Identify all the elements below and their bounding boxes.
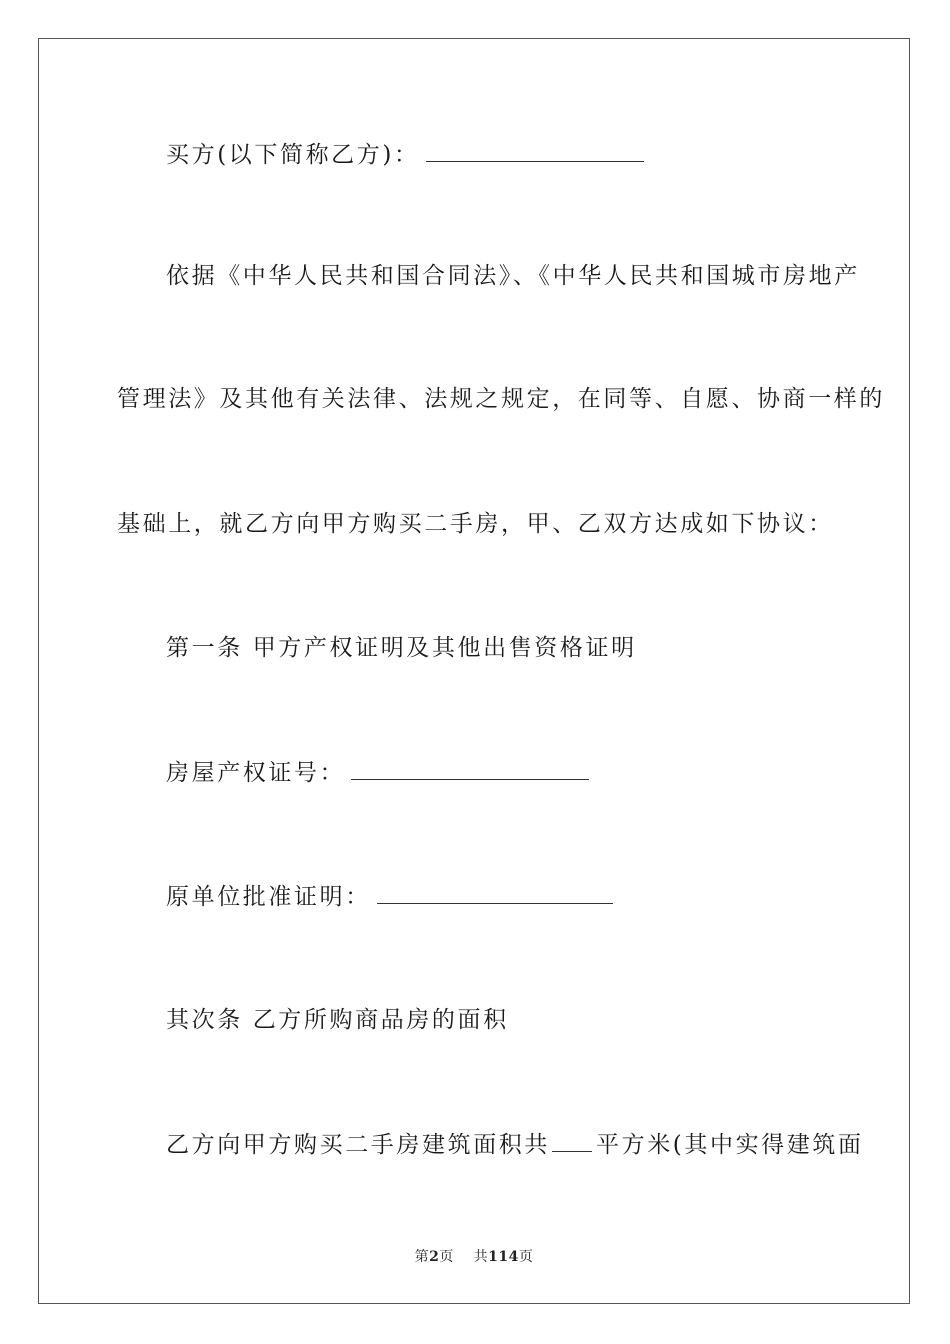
certificate-number-line	[166, 757, 589, 788]
buyer-blank[interactable]	[426, 139, 644, 162]
footer-page-prefix: 第	[414, 1249, 430, 1265]
footer-total-number: 114	[488, 1249, 519, 1265]
area-text-before: 乙方向甲方购买二手房建筑面积共	[166, 1132, 550, 1158]
approval-label: 原单位批准证明：	[166, 884, 371, 910]
paragraph-line-1: 依据《中华人民共和国合同法》、《中华人民共和国城市房地产	[166, 263, 860, 289]
buyer-label: 买方(以下简称乙方)：	[166, 142, 420, 168]
footer-page-number: 2	[429, 1249, 440, 1265]
certificate-number-blank[interactable]	[351, 757, 589, 780]
area-text-after: 平方米(其中实得建筑面	[596, 1132, 864, 1158]
page-frame	[38, 38, 910, 1304]
footer-page-suffix: 页	[439, 1249, 454, 1265]
certificate-number-label: 房屋产权证号：	[166, 760, 346, 786]
area-blank[interactable]	[552, 1129, 592, 1152]
article-1-heading: 第一条 甲方产权证明及其他出售资格证明	[166, 635, 637, 661]
approval-line	[166, 881, 613, 912]
approval-blank[interactable]	[377, 881, 613, 904]
page-footer	[39, 1246, 909, 1266]
footer-total-suffix: 页	[518, 1249, 534, 1265]
paragraph-line-3: 基础上，就乙方向甲方购买二手房，甲、乙双方达成如下协议：	[117, 511, 834, 537]
paragraph-line-2: 管理法》及其他有关法律、法规之规定，在同等、自愿、协商一样的	[117, 386, 885, 412]
article-2-heading: 其次条 乙方所购商品房的面积	[166, 1007, 509, 1033]
footer-total-prefix: 共	[473, 1249, 489, 1265]
buyer-line	[166, 139, 644, 170]
area-line	[166, 1129, 864, 1160]
